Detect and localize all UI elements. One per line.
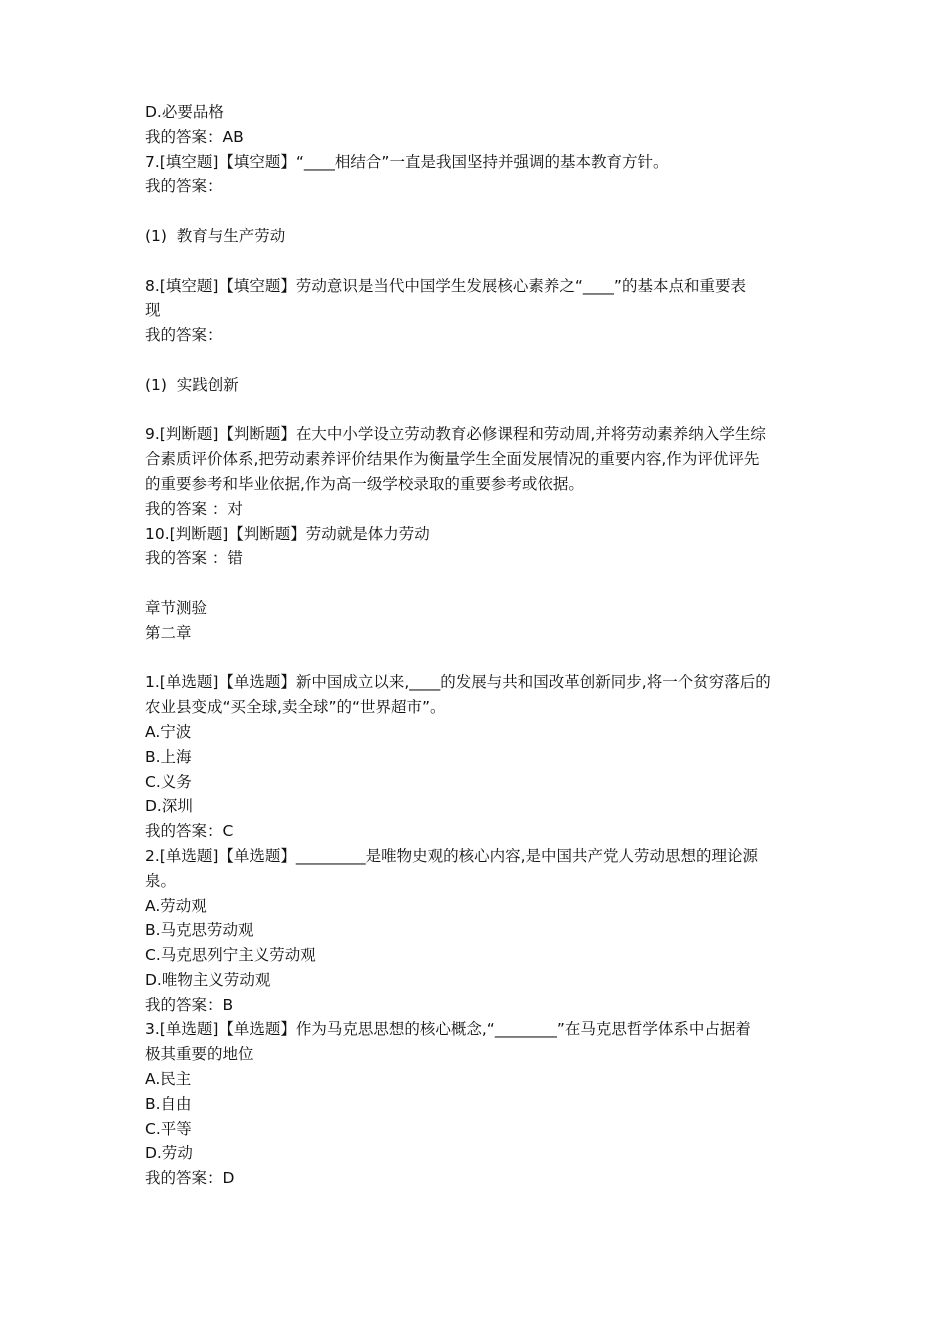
question-line: 2.[单选题]【单选题】_________是唯物史观的核心内容,是中国共产党人劳动思想的理论源: [145, 846, 759, 865]
chapter-title: 第二章: [145, 623, 192, 642]
question-line: 7.[填空题]【填空题】“____相结合”一直是我国坚持并强调的基本教育方针。: [145, 152, 669, 171]
question-line: 的重要参考和毕业依据,作为高一级学校录取的重要参考或依据。: [145, 474, 584, 493]
option-line: B.自由: [145, 1094, 192, 1113]
question-line: 9.[判断题]【判断题】在大中小学设立劳动教育必修课程和劳动周,并将劳动素养纳入学生综: [145, 425, 766, 444]
answer-line: 我的答案 ：对: [145, 499, 243, 518]
blank-line: [145, 646, 810, 671]
option-line: A.民主: [145, 1070, 192, 1089]
question-line: 泉。: [145, 871, 177, 890]
fill-answer: (1) 实践创新: [145, 375, 239, 394]
question-line: 极其重要的地位: [145, 1045, 254, 1064]
question-line: 现: [145, 301, 161, 320]
answer-line: 我的答案 ：错: [145, 549, 243, 568]
option-line: B.马克思劳动观: [145, 921, 254, 940]
answer-line: 我的答案：AB: [145, 127, 244, 146]
question-line: 农业县变成“买全球,卖全球”的“世界超市”。: [145, 698, 446, 717]
option-line: C.平等: [145, 1119, 192, 1138]
answer-line: 我的答案：C: [145, 822, 234, 841]
option-line: D.劳动: [145, 1144, 193, 1163]
option-line: A.劳动观: [145, 896, 207, 915]
blank-line: [145, 348, 810, 373]
blank-line: [145, 571, 810, 596]
answer-line: 我的答案：B: [145, 995, 234, 1014]
option-line: D.深圳: [145, 797, 193, 816]
question-line: 合素质评价体系,把劳动素养评价结果作为衡量学生全面发展情况的重要内容,作为评优评先: [145, 450, 760, 469]
question-line: 10.[判断题]【判断题】劳动就是体力劳动: [145, 524, 430, 543]
question-line: 1.[单选题]【单选题】新中国成立以来,____的发展与共和国改革创新同步,将一个贫穷落后的: [145, 673, 771, 692]
option-line: D.唯物主义劳动观: [145, 970, 271, 989]
answer-line: 我的答案：D: [145, 1169, 235, 1188]
option-line: B.上海: [145, 747, 192, 766]
blank-line: [145, 199, 810, 224]
answer-label: 我的答案：: [145, 326, 223, 345]
blank-line: [145, 398, 810, 423]
question-line: 8.[填空题]【填空题】劳动意识是当代中国学生发展核心素养之“____”的基本点和重要表: [145, 276, 746, 295]
blank-line: [145, 249, 810, 274]
answer-label: 我的答案：: [145, 177, 223, 196]
fill-answer: (1) 教育与生产劳动: [145, 226, 286, 245]
question-line: 3.[单选题]【单选题】作为马克思思想的核心概念,“________”在马克思哲学体系中占据着: [145, 1020, 751, 1039]
option-line: C.马克思列宁主义劳动观: [145, 946, 316, 965]
document-page: [145, 100, 810, 1191]
section-title: 章节测验: [145, 598, 208, 617]
option-line: D.必要品格: [145, 103, 224, 121]
option-line: C.义务: [145, 772, 192, 791]
option-line: A.宁波: [145, 722, 192, 741]
